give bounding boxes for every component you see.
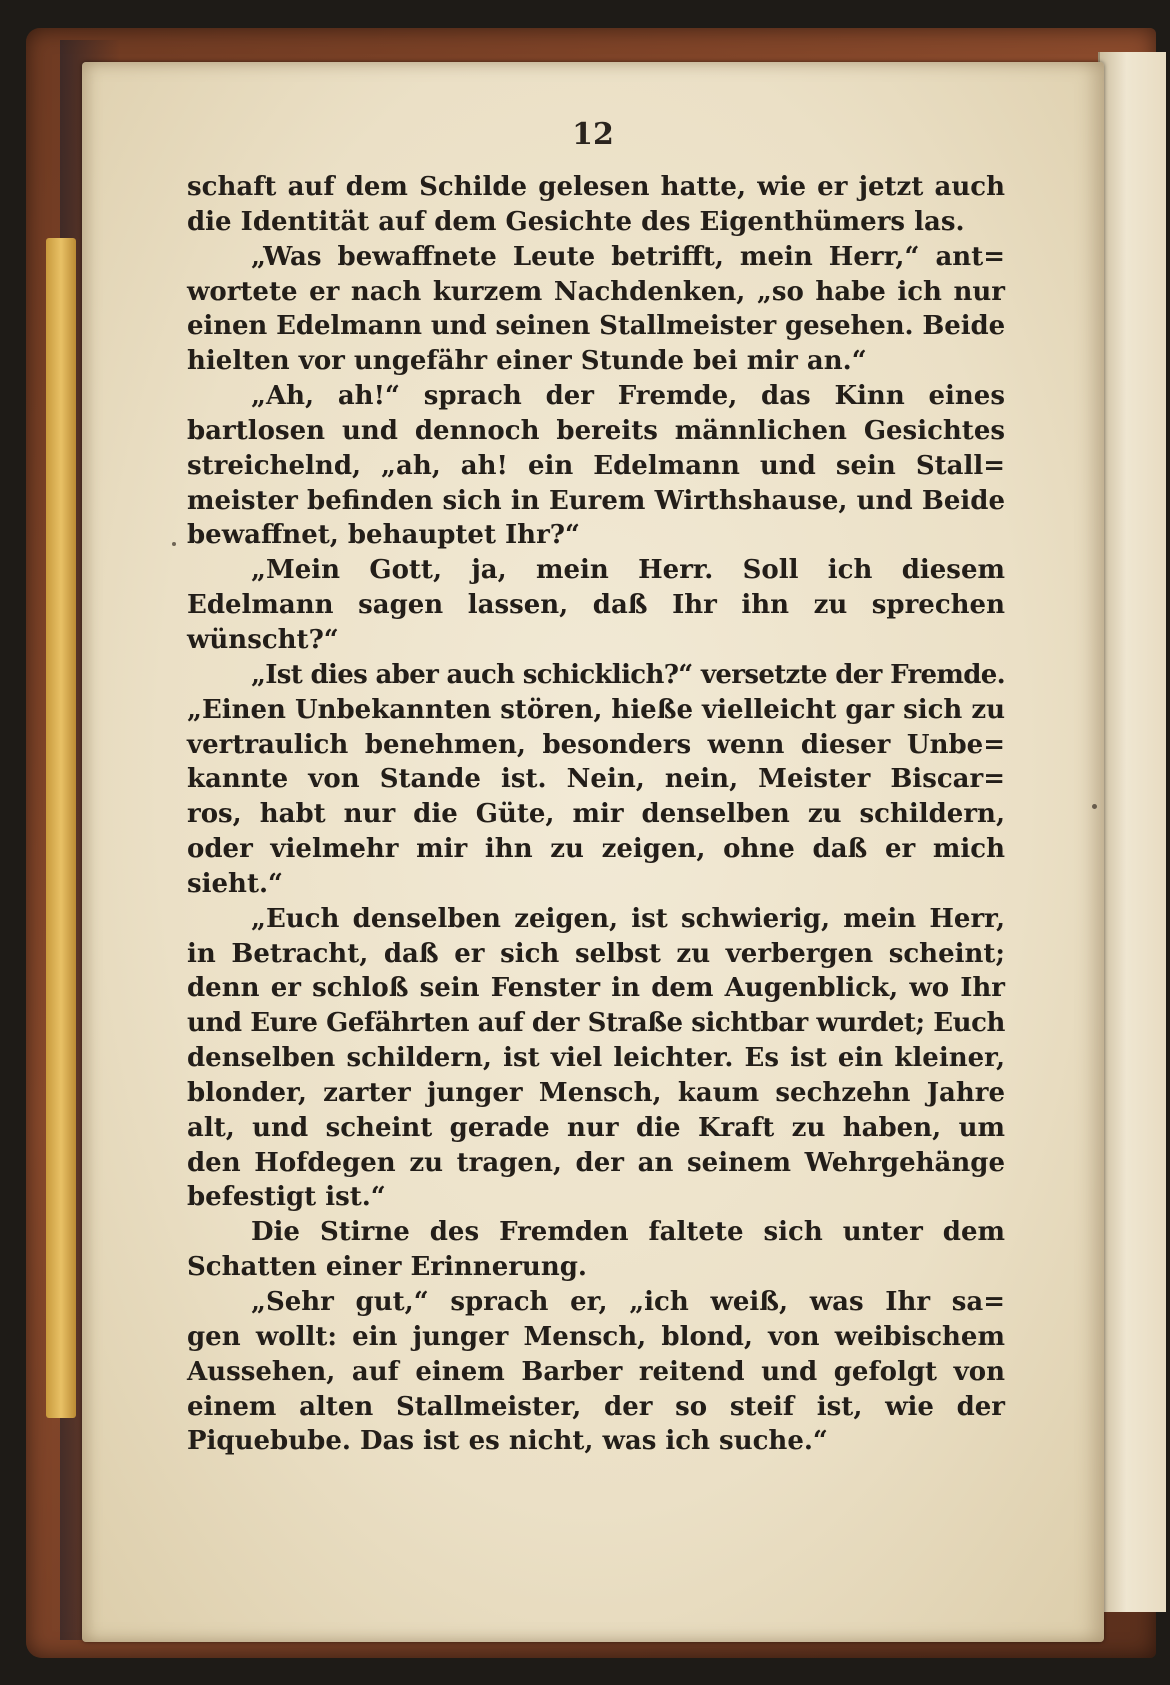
text-line: Schatten einer Erinnerung. bbox=[187, 1252, 587, 1283]
text-line: gen wollt: ein junger Mensch, blond, von weibischem bbox=[187, 1321, 1005, 1352]
text-line: Edelmann sagen lassen, daß Ihr ihn zu sprechen bbox=[187, 590, 1005, 621]
text-line: meister befinden sich in Eurem Wirthshause, und Beide bbox=[187, 485, 1005, 516]
text-line: oder vielmehr mir ihn zu zeigen, ohne daß er mich bbox=[187, 834, 1005, 865]
page-text bbox=[187, 170, 1005, 1459]
ink-speck bbox=[1092, 804, 1097, 809]
text-line: „Ist dies aber auch schicklich?“ versetzte der Fremde. bbox=[251, 659, 1005, 690]
ink-speck bbox=[172, 542, 176, 546]
facing-page-edge bbox=[1098, 52, 1166, 1612]
text-line: und Eure Gefährten auf der Straße sichtbar wurdet; Euch bbox=[187, 1008, 1005, 1039]
spine-strip bbox=[46, 238, 76, 1418]
text-line: befestigt ist.“ bbox=[187, 1182, 386, 1213]
text-line: die Identität auf dem Gesichte des Eigenthümers las. bbox=[187, 206, 965, 237]
text-line: „Sehr gut,“ sprach er, „ich weiß, was Ihr sa= bbox=[251, 1287, 1005, 1317]
text-line: bewaffnet, behauptet Ihr?“ bbox=[187, 520, 580, 551]
text-line: „Was bewaffnete Leute betrifft, mein Herr,“ ant= bbox=[251, 241, 1005, 272]
text-line: vertraulich benehmen, besonders wenn dieser Unbe= bbox=[187, 729, 1005, 760]
text-line: „Ah, ah!“ sprach der Fremde, das Kinn eines bbox=[251, 381, 1005, 412]
text-line: Piquebube. Das ist es nicht, was ich suche.“ bbox=[187, 1426, 828, 1457]
text-line: schaft auf dem Schilde gelesen hatte, wie er jetzt auch bbox=[187, 172, 1005, 202]
text-line: sieht.“ bbox=[187, 868, 283, 899]
page-number: 12 bbox=[572, 117, 614, 152]
text-line: Die Stirne des Fremden faltete sich unter dem bbox=[251, 1217, 1005, 1248]
text-line: alt, und scheint gerade nur die Kraft zu haben, um bbox=[187, 1112, 1005, 1143]
text-line: Aussehen, auf einem Barber reitend und gefolgt von bbox=[187, 1356, 1005, 1387]
text-line: „Mein Gott, ja, mein Herr. Soll ich diesem bbox=[251, 555, 1005, 586]
text-line: wünscht?“ bbox=[187, 624, 339, 655]
text-line: einem alten Stallmeister, der so steif ist, wie der bbox=[187, 1391, 1005, 1422]
text-line: „Einen Unbekannten stören, hieße vielleicht gar sich zu bbox=[187, 694, 1005, 725]
text-line: einen Edelmann und seinen Stallmeister gesehen. Beide bbox=[187, 311, 1006, 342]
text-line: streichelnd, „ah, ah! ein Edelmann und sein Stall= bbox=[187, 450, 1005, 481]
text-line: denselben schildern, ist viel leichter. Es ist ein kleiner, bbox=[187, 1043, 1005, 1074]
text-line: hielten vor ungefähr einer Stunde bei mir an.“ bbox=[187, 346, 867, 377]
text-line: den Hofdegen zu tragen, der an seinem Wehrgehänge bbox=[187, 1147, 1005, 1178]
text-line: kannte von Stande ist. Nein, nein, Meister Biscar= bbox=[187, 764, 1005, 795]
text-line: ros, habt nur die Güte, mir denselben zu schildern, bbox=[187, 799, 1005, 830]
text-line: bartlosen und dennoch bereits männlichen Gesichtes bbox=[187, 415, 1005, 446]
text-line: denn er schloß sein Fenster in dem Augenblick, wo Ihr bbox=[187, 973, 1005, 1004]
text-line: in Betracht, daß er sich selbst zu verbergen scheint; bbox=[187, 938, 1005, 969]
text-line: „Euch denselben zeigen, ist schwierig, mein Herr, bbox=[251, 903, 1005, 934]
book-page bbox=[82, 62, 1104, 1642]
text-line: wortete er nach kurzem Nachdenken, „so habe ich nur bbox=[187, 276, 1005, 307]
text-line: blonder, zarter junger Mensch, kaum sechzehn Jahre bbox=[187, 1077, 1005, 1108]
